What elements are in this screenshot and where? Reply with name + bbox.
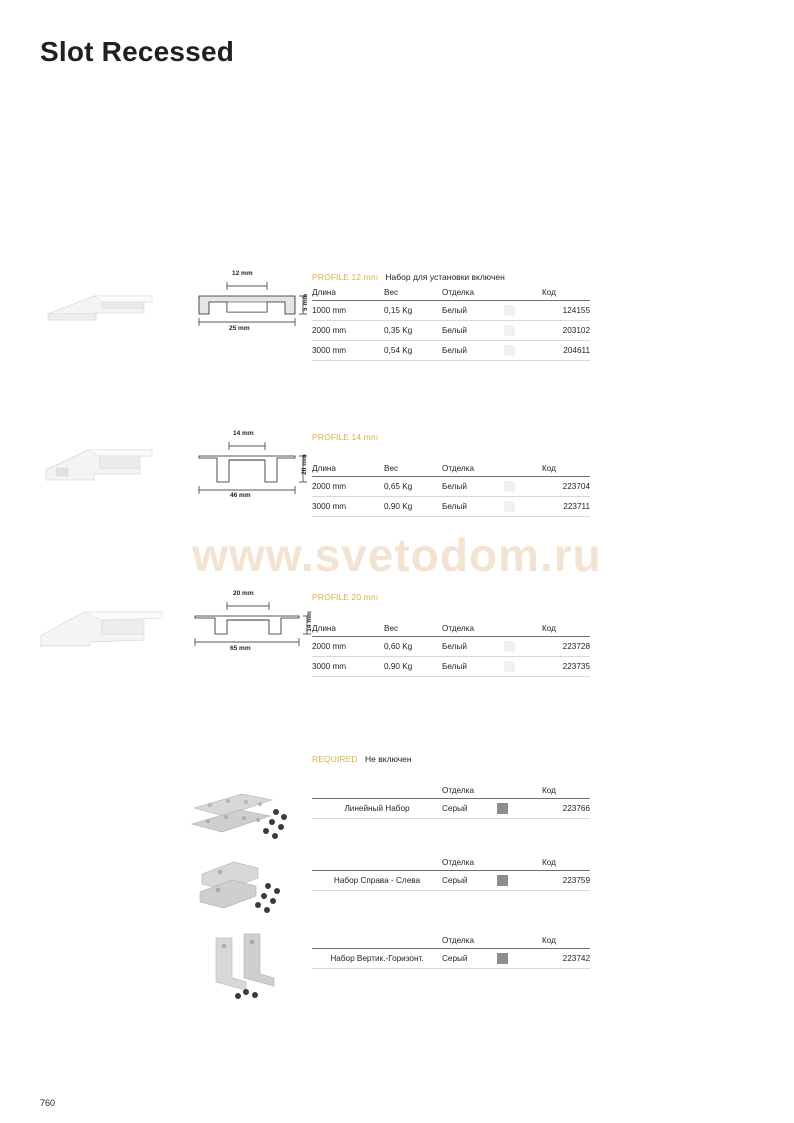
spec-info-profile-20 — [312, 592, 590, 677]
product-photo-profile-12 — [40, 280, 160, 328]
table-row — [312, 321, 590, 341]
spec-table-profile-20 — [312, 624, 590, 677]
cell-length: 3000 mm — [312, 657, 384, 677]
column-header-finish: Отделка — [442, 464, 504, 477]
cell-code: 223735 — [542, 657, 590, 677]
column-header-swatch — [497, 858, 542, 871]
table-header-row — [312, 288, 590, 301]
dimension-bottom-profile-20: 65 mm — [230, 645, 251, 652]
cell-code: 204611 — [542, 341, 590, 361]
cell-weight: 0,65 Kg — [384, 477, 442, 497]
cell-finish: Белый — [442, 657, 504, 677]
column-header-name — [312, 858, 442, 871]
technical-drawing-profile-12 — [185, 272, 315, 344]
column-header-swatch — [504, 624, 542, 637]
required-heading — [312, 754, 412, 764]
column-header-swatch — [497, 786, 542, 799]
swatch-white-icon — [504, 641, 515, 652]
table-header-row — [312, 858, 590, 871]
cell-finish: Белый — [442, 477, 504, 497]
cell-swatch — [504, 657, 542, 677]
cell-weight: 0,15 Kg — [384, 301, 442, 321]
cell-code: 223766 — [542, 799, 590, 819]
table-header-row — [312, 786, 590, 799]
column-header-name — [312, 936, 442, 949]
required-code: REQUIRED — [312, 754, 358, 764]
spec-info-right-left-kit — [312, 858, 590, 891]
section-heading-profile-12 — [312, 272, 590, 282]
dimension-side-profile-20: 14 mm — [305, 611, 313, 632]
dimension-bottom-profile-14: 46 mm — [230, 492, 251, 499]
column-header-weight: Вес — [384, 288, 442, 301]
swatch-grey-icon — [497, 875, 508, 886]
cell-weight: 0,35 Kg — [384, 321, 442, 341]
cell-code: 223704 — [542, 477, 590, 497]
cell-finish: Белый — [442, 321, 504, 341]
table-header-row — [312, 464, 590, 477]
section-code-profile-20: PROFILE 20 mm — [312, 592, 379, 602]
table-row — [312, 799, 590, 819]
table-row — [312, 341, 590, 361]
dimension-top-profile-14: 14 mm — [233, 430, 254, 437]
column-header-finish: Отделка — [442, 786, 497, 799]
cell-length: 3000 mm — [312, 341, 384, 361]
cell-swatch — [497, 949, 542, 969]
watermark: www.svetodom.ru — [192, 529, 602, 581]
required-note: Не включен — [365, 754, 412, 764]
page-number: 760 — [40, 1098, 56, 1108]
dimension-side-profile-14: 20 mm — [300, 454, 308, 475]
cell-swatch — [504, 637, 542, 657]
spec-info-profile-12 — [312, 272, 590, 361]
swatch-grey-icon — [497, 803, 508, 814]
column-header-code: Код — [542, 786, 590, 799]
table-row — [312, 301, 590, 321]
cell-length: 1000 mm — [312, 301, 384, 321]
spec-info-vertical-horizontal-kit — [312, 936, 590, 969]
cell-name: Набор Вертик.-Горизонт. — [312, 949, 442, 969]
column-header-code: Код — [542, 936, 590, 949]
column-header-length: Длина — [312, 624, 384, 637]
table-row — [312, 497, 590, 517]
cell-code: 124155 — [542, 301, 590, 321]
cell-code: 223728 — [542, 637, 590, 657]
cell-swatch — [497, 871, 542, 891]
technical-drawing-profile-14 — [185, 430, 315, 508]
column-header-swatch — [504, 464, 542, 477]
cell-finish: Серый — [442, 799, 497, 819]
table-header-row — [312, 624, 590, 637]
spec-table-linear-kit — [312, 786, 590, 819]
column-header-finish: Отделка — [442, 624, 504, 637]
cell-code: 223759 — [542, 871, 590, 891]
cell-length: 2000 mm — [312, 637, 384, 657]
spec-table-vertical-horizontal-kit — [312, 936, 590, 969]
cell-length: 3000 mm — [312, 497, 384, 517]
column-header-finish: Отделка — [442, 936, 497, 949]
required-heading-block — [312, 754, 412, 770]
cell-name: Линейный Набор — [312, 799, 442, 819]
dimension-top-profile-20: 20 mm — [233, 590, 254, 597]
cell-weight: 0,90 Kg — [384, 657, 442, 677]
column-header-finish: Отделка — [442, 288, 504, 301]
column-header-code: Код — [542, 288, 590, 301]
product-photo-vertical-horizontal-kit — [188, 930, 308, 1000]
table-row — [312, 949, 590, 969]
column-header-swatch — [504, 288, 542, 301]
section-heading-profile-20 — [312, 592, 590, 602]
spec-table-profile-12 — [312, 288, 590, 361]
section-code-profile-14: PROFILE 14 mm — [312, 432, 379, 442]
cell-finish: Белый — [442, 637, 504, 657]
spec-table-profile-14 — [312, 464, 590, 517]
cell-length: 2000 mm — [312, 477, 384, 497]
cell-code: 223711 — [542, 497, 590, 517]
dimension-bottom-profile-12: 25 mm — [229, 325, 250, 332]
cell-finish: Белый — [442, 301, 504, 321]
cell-finish: Серый — [442, 871, 497, 891]
cell-swatch — [504, 321, 542, 341]
swatch-white-icon — [504, 501, 515, 512]
column-header-weight: Вес — [384, 464, 442, 477]
product-photo-profile-20 — [40, 600, 170, 652]
column-header-code: Код — [542, 858, 590, 871]
swatch-white-icon — [504, 325, 515, 336]
table-row — [312, 637, 590, 657]
cell-code: 223742 — [542, 949, 590, 969]
product-photo-linear-kit — [188, 786, 308, 844]
cell-weight: 0,54 Kg — [384, 341, 442, 361]
cell-swatch — [504, 477, 542, 497]
cell-length: 2000 mm — [312, 321, 384, 341]
column-header-weight: Вес — [384, 624, 442, 637]
product-photo-right-left-kit — [188, 856, 308, 918]
swatch-white-icon — [504, 345, 515, 356]
column-header-finish: Отделка — [442, 858, 497, 871]
dimension-side-profile-12: 5 mm — [301, 294, 309, 311]
column-header-swatch — [497, 936, 542, 949]
cell-code: 203102 — [542, 321, 590, 341]
spec-table-right-left-kit — [312, 858, 590, 891]
table-header-row — [312, 936, 590, 949]
cell-swatch — [504, 341, 542, 361]
cell-name: Набор Справа - Слева — [312, 871, 442, 891]
cell-swatch — [497, 799, 542, 819]
column-header-length: Длина — [312, 288, 384, 301]
cell-swatch — [504, 301, 542, 321]
technical-drawing-profile-20 — [185, 592, 315, 664]
column-header-name — [312, 786, 442, 799]
table-row — [312, 477, 590, 497]
dimension-top-profile-12: 12 mm — [232, 270, 253, 277]
spec-info-profile-14 — [312, 432, 590, 517]
cell-weight: 0,60 Kg — [384, 637, 442, 657]
section-heading-profile-14 — [312, 432, 590, 442]
cell-finish: Белый — [442, 341, 504, 361]
spec-info-linear-kit — [312, 786, 590, 819]
column-header-length: Длина — [312, 464, 384, 477]
section-code-profile-12: PROFILE 12 mm — [312, 272, 379, 282]
cell-finish: Серый — [442, 949, 497, 969]
cell-swatch — [504, 497, 542, 517]
cell-weight: 0,90 Kg — [384, 497, 442, 517]
column-header-code: Код — [542, 624, 590, 637]
cell-finish: Белый — [442, 497, 504, 517]
page-title: Slot Recessed — [40, 36, 235, 67]
swatch-grey-icon — [497, 953, 508, 964]
swatch-white-icon — [504, 305, 515, 316]
column-header-code: Код — [542, 464, 590, 477]
swatch-white-icon — [504, 481, 515, 492]
section-note-profile-12: Набор для установки включен — [385, 272, 505, 282]
table-row — [312, 871, 590, 891]
swatch-white-icon — [504, 661, 515, 672]
product-photo-profile-14 — [40, 436, 160, 488]
table-row — [312, 657, 590, 677]
